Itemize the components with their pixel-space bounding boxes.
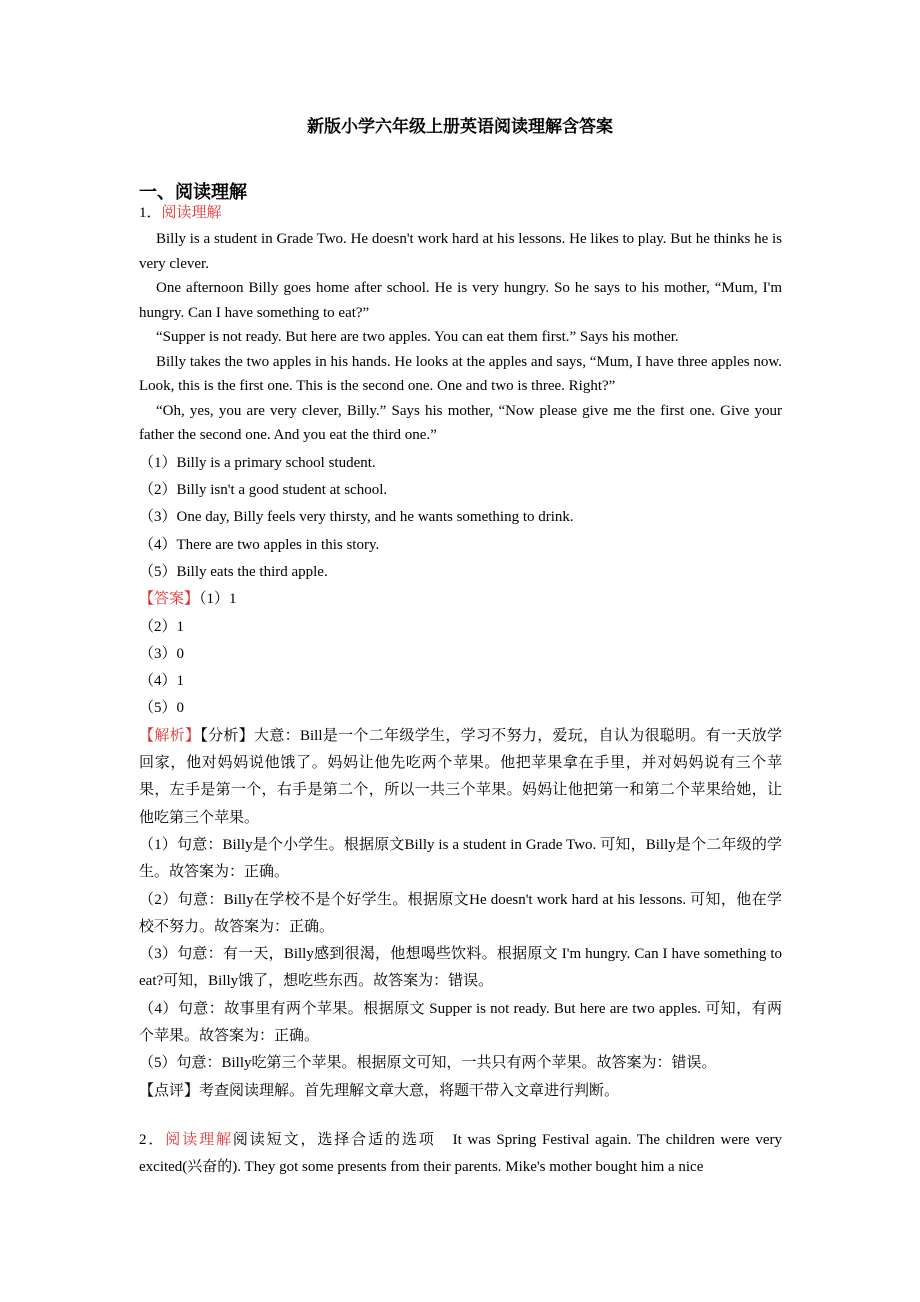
passage-paragraph-1: Billy is a student in Grade Two. He doesn't work hard at his lessons. He likes to play. But he thinks he is very clever.	[139, 231, 782, 272]
analysis-item-1: （1）句意：Billy是个小学生。根据原文Billy is a student in Grade Two. 可知，Billy是个二年级的学生。故答案为：正确。	[139, 836, 782, 881]
analysis-item-2: （2）句意：Billy在学校不是个好学生。根据原文He doesn't work hard at his lessons. 可知，他在学校不努力。故答案为：正确。	[139, 891, 782, 935]
question-2	[139, 1127, 782, 1182]
analysis-intro	[139, 723, 782, 832]
analysis-item-4: （4）句意：故事里有两个苹果。根据原文 Supper is not ready. But here are two apples. 可知，有两个苹果。故答案为：正确。	[139, 1000, 782, 1045]
question-2-label: 阅读理解	[165, 1131, 233, 1148]
analysis-item-5: （5）句意：Billy吃第三个苹果。根据原文可知，一共只有两个苹果。故答案为：错误。	[139, 1055, 717, 1072]
answer-2: （2）1	[139, 618, 185, 635]
analysis-item-3: （3）句意：有一天，Billy感到很渴，他想喝些饮料。根据原文 I'm hungry. Can I have something to eat?可知，Billy饿了，想吃些东西。故答案为：错误。	[139, 946, 782, 990]
answer-5: （5）0	[139, 700, 185, 717]
analysis-intro-text: 【分析】大意：Bill是一个二年级学生，学习不努力，爱玩，自认为很聪明。有一天放学回家，他对妈妈说他饿了。妈妈让他先吃两个苹果。他把苹果拿在手里，并对妈妈说有三个苹果，左手是第一个，右手是第二个，所以一共三个苹果。妈妈让他把第一和第二个苹果给她，让他吃第三个苹果。	[139, 727, 782, 826]
passage-paragraph-4: Billy takes the two apples in his hands. He looks at the apples and says, “Mum, I have three apples now. Look, this is the first one. This is the second one. One and two is three. Right?”	[139, 353, 782, 395]
statement-5: （5）Billy eats the third apple.	[139, 563, 328, 580]
answer-3: （3）0	[139, 645, 185, 662]
passage-paragraph-5: “Oh, yes, you are very clever, Billy.” Says his mother, “Now please give me the first one. Give your father the second one. And you eat the third one.”	[139, 402, 782, 444]
statement-3: （3）One day, Billy feels very thirsty, and he wants something to drink.	[139, 509, 574, 526]
document-title: 新版小学六年级上册英语阅读理解含答案	[307, 117, 613, 136]
question-1-number: 1．	[139, 205, 162, 221]
answer-tag: 【答案】	[139, 591, 200, 608]
answer-1: （1）1	[199, 591, 237, 608]
statement-2: （2）Billy isn't a good student at school.	[139, 482, 388, 499]
passage-paragraph-2: One afternoon Billy goes home after school. He is very hungry. So he says to his mother, “Mum, I'm hungry. Can I have something to eat?”	[139, 280, 782, 321]
statement-4: （4）There are two apples in this story.	[139, 536, 380, 553]
question-1-header	[139, 200, 782, 227]
passage-paragraph-3: “Supper is not ready. But here are two apples. You can eat them first.” Says his mother.	[156, 329, 679, 346]
statement-1: （1）Billy is a primary school student.	[139, 454, 376, 471]
comment: 【点评】考查阅读理解。首先理解文章大意，将题干带入文章进行判断。	[139, 1082, 620, 1099]
section-heading: 一、阅读理解	[139, 182, 247, 202]
answer-4: （4）1	[139, 673, 185, 690]
analysis-tag: 【解析】	[139, 727, 201, 744]
question-2-text: 阅读短文，选择合适的选项 It was Spring Festival again. The children were very excited(兴奋的). They got some presents from their parents. Mike's mother bought him a nice	[139, 1131, 782, 1176]
question-2-number: 2．	[139, 1131, 166, 1148]
question-1-label: 阅读理解	[161, 205, 222, 221]
answer-line	[139, 586, 782, 613]
document-content	[139, 200, 782, 1182]
